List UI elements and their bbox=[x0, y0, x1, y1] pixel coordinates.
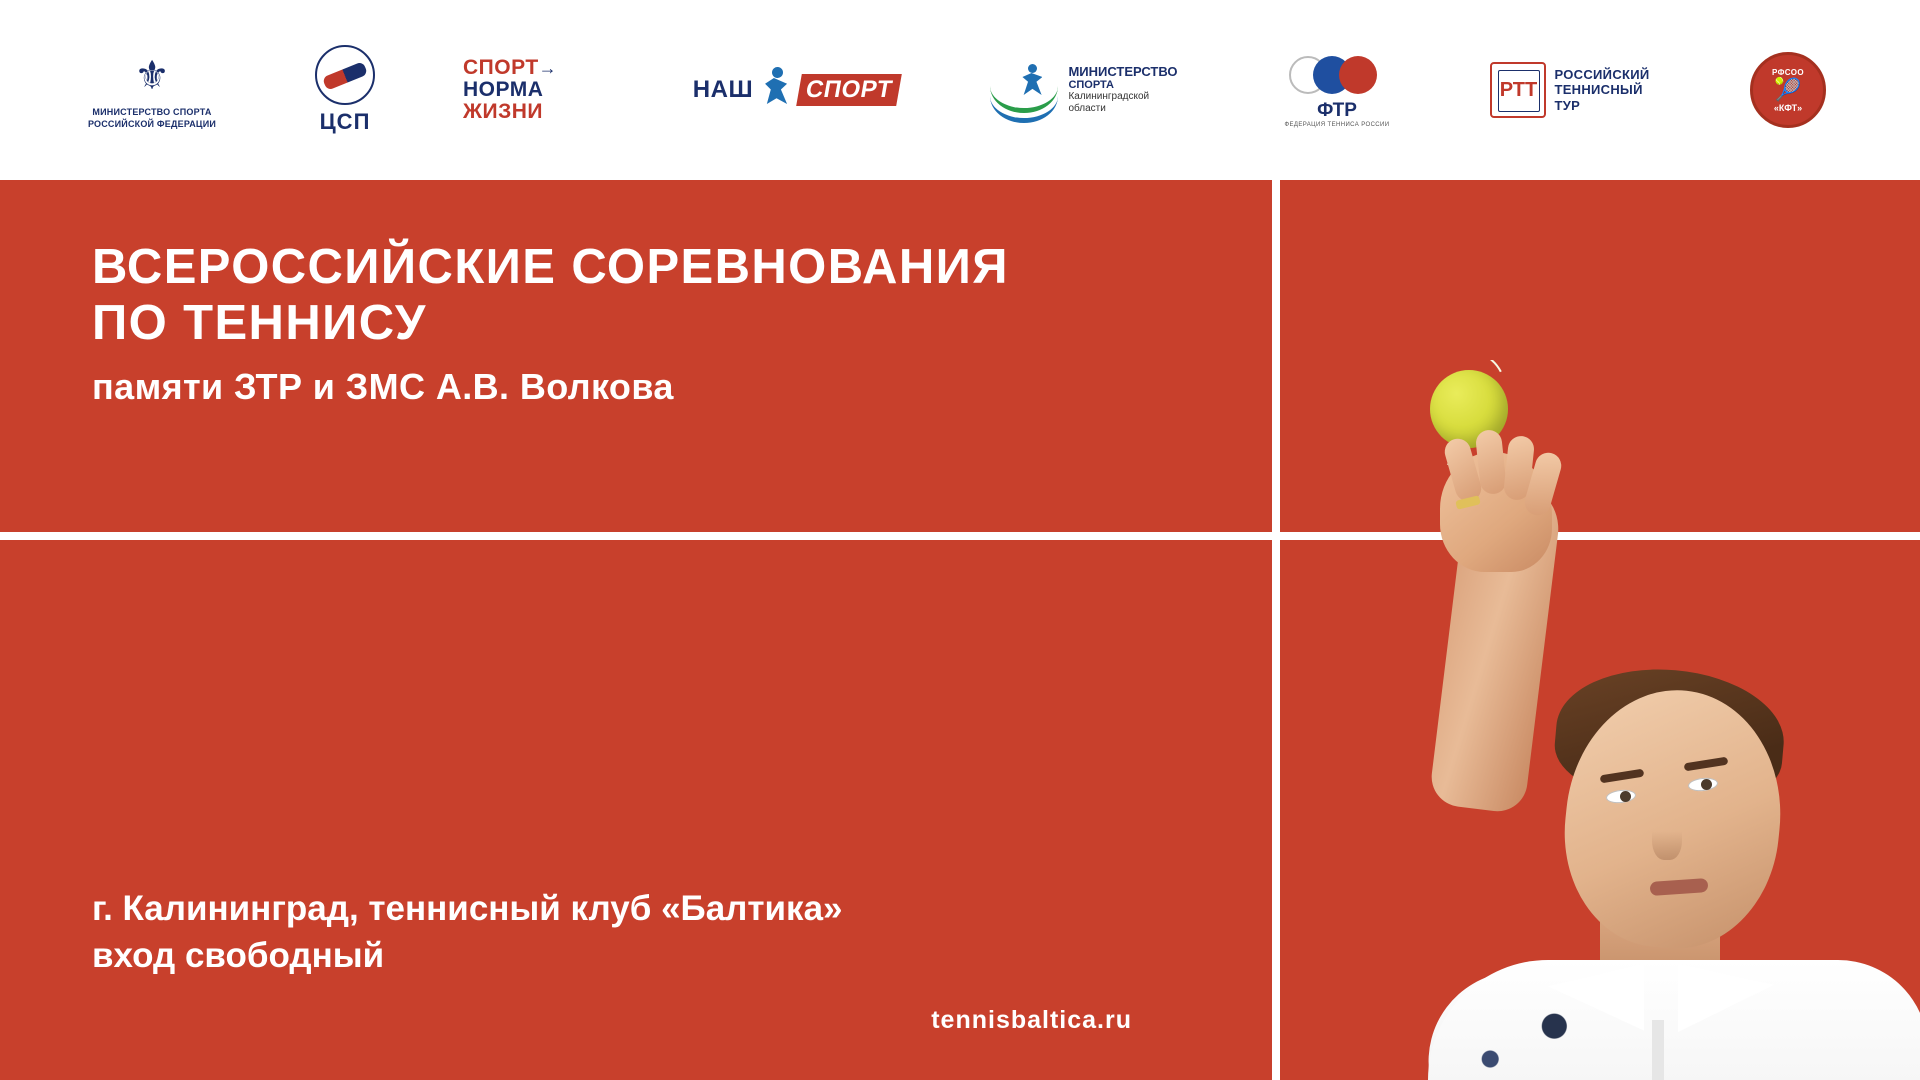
player-pupil bbox=[1620, 791, 1631, 802]
entry-text: вход свободный bbox=[92, 936, 385, 976]
logo-ministry-of-sport-kaliningrad bbox=[959, 25, 1209, 155]
title-line-2: ПО ТЕННИСУ bbox=[92, 295, 427, 350]
logo-rfsoo-kft bbox=[1733, 25, 1843, 155]
three-balls-icon bbox=[1289, 52, 1385, 98]
logo-caption-line2: РОССИЙСКОЙ ФЕДЕРАЦИИ bbox=[87, 118, 217, 129]
player-photo bbox=[1280, 360, 1920, 1080]
sport-norma-line1: СПОРТ bbox=[463, 55, 539, 79]
court-background bbox=[0, 180, 1920, 1080]
crossed-racquets-icon: 🎾 bbox=[1774, 76, 1802, 102]
kft-bottom-text: «КФТ» bbox=[1773, 102, 1803, 113]
player-nose bbox=[1652, 812, 1682, 860]
csp-wordmark: ЦСП bbox=[319, 109, 371, 134]
logo-russian-tennis-tour bbox=[1465, 25, 1675, 155]
logo-caption-line1: МИНИСТЕРСТВО СПОРТА bbox=[92, 107, 212, 118]
title-subtitle: памяти ЗТР и ЗМС А.В. Волкова bbox=[92, 365, 674, 407]
logo-ftr bbox=[1267, 25, 1407, 155]
coat-of-arms-icon: ⚜ bbox=[134, 54, 170, 99]
kaliningrad-line3: Калининградской bbox=[1068, 91, 1150, 103]
sponsor-logo-strip bbox=[0, 0, 1920, 180]
csp-ring-icon bbox=[315, 45, 375, 105]
player-shirt-placket bbox=[1652, 1020, 1664, 1080]
nash-sport-word2: СПОРТ bbox=[796, 74, 902, 106]
tennis-player-figure bbox=[1280, 360, 1920, 1080]
info-block bbox=[92, 885, 1222, 1035]
court-line-vertical bbox=[1272, 180, 1280, 1080]
ftr-subtitle: ФЕДЕРАЦИЯ ТЕННИСА РОССИИ bbox=[1284, 122, 1390, 128]
venue-text: г. Калининград, теннисный клуб «Балтика» bbox=[92, 889, 843, 928]
kaliningrad-line4: области bbox=[1068, 103, 1106, 115]
rtt-mark-icon: РТТ bbox=[1490, 62, 1546, 118]
sport-norma-line3: ЖИЗНИ bbox=[463, 100, 543, 124]
rtt-line1: РОССИЙСКИЙ bbox=[1554, 66, 1650, 82]
website-link[interactable]: tennisbaltica.ru bbox=[931, 1005, 1132, 1034]
arrow-right-icon: → bbox=[538, 57, 558, 78]
ftr-wordmark: ФТР bbox=[1317, 100, 1357, 121]
kaliningrad-line1: МИНИСТЕРСТВО bbox=[1068, 63, 1178, 79]
running-figure-icon bbox=[759, 67, 793, 113]
logo-nash-sport bbox=[691, 25, 901, 155]
nash-sport-word1: НАШ bbox=[692, 76, 754, 103]
rtt-line3: ТУР bbox=[1554, 97, 1581, 113]
kft-top-text: РФСОО bbox=[1771, 67, 1805, 77]
logo-csp bbox=[285, 25, 405, 155]
headline-block bbox=[92, 240, 1222, 408]
rtt-line2: ТЕННИСНЫЙ bbox=[1554, 82, 1643, 98]
player-pupil bbox=[1701, 779, 1712, 790]
logo-sport-norma-zhizni bbox=[463, 25, 633, 155]
sport-norma-line2: НОРМА bbox=[463, 77, 544, 101]
swoosh-figure-icon bbox=[990, 62, 1060, 118]
title-line-1: ВСЕРОССИЙСКИЕ СОРЕВНОВАНИЯ bbox=[92, 240, 1009, 294]
kaliningrad-line2: СПОРТА bbox=[1068, 78, 1115, 91]
logo-ministry-of-sport-russia bbox=[77, 25, 227, 155]
